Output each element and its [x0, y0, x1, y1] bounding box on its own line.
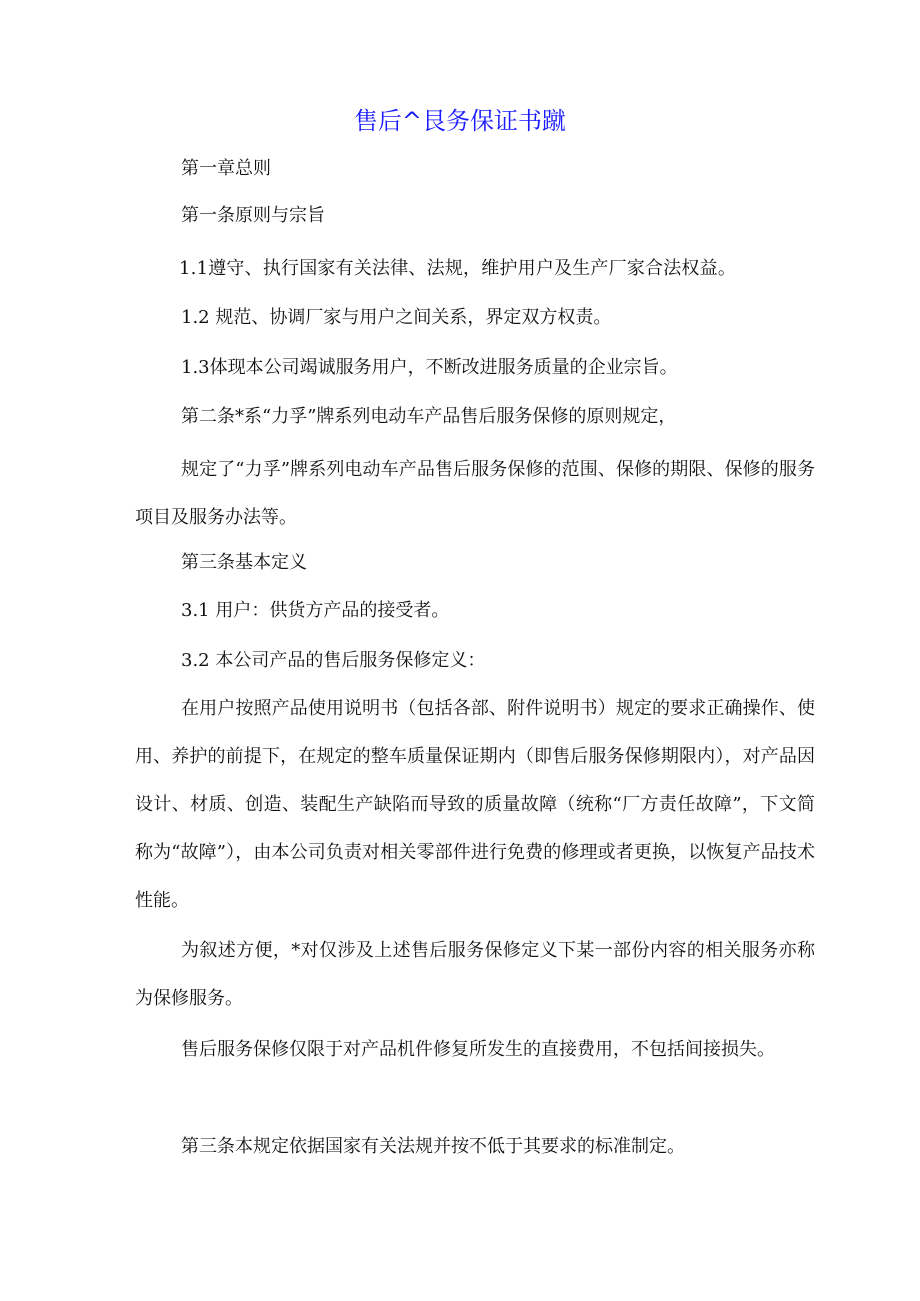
paragraph: 1.1遵守、执行国家有关法律、法规，维护用户及生产厂家合法权益。 — [179, 258, 737, 279]
paragraph: 1.3体现本公司竭诚服务用户，不断改进服务质量的企业宗旨。 — [181, 357, 678, 378]
paragraph: 3.1 用户：供货方产品的接受者。 — [181, 600, 450, 621]
paragraph: 在用户按照产品使用说明书（包括各部、附件说明书）规定的要求正确操作、使用、养护的前提下，在规定的整车质量保证期内（即售后服务保修期限内），对产品因设计、材质、创造、装配生产缺陷而导致的质量故障（统称“厂方责任故障”，下文简称为“故障”），由本公司负责对相关零部件进行免费的修理或者更换，以恢复产品技术性能。 — [135, 698, 815, 911]
document-title: 售后^艮务保证书蹴 — [353, 107, 567, 135]
paragraph: 规定了“力孚”牌系列电动车产品售后服务保修的范围、保修的期限、保修的服务项目及服务办法等。 — [135, 459, 815, 528]
paragraph: 为叙述方便，*对仅涉及上述售后服务保修定义下某一部份内容的相关服务亦称为保修服务。 — [135, 940, 815, 1009]
paragraph: 售后服务保修仅限于对产品机件修复所发生的直接费用，不包括间接损失。 — [181, 1039, 775, 1060]
paragraph: 1.2 规范、协调厂家与用户之间关系，界定双方权责。 — [181, 307, 612, 328]
paragraph: 3.2 本公司产品的售后服务保修定义： — [181, 650, 486, 671]
article-heading: 第三条基本定义 — [181, 552, 307, 573]
article-heading: 第一条原则与宗旨 — [181, 205, 325, 226]
article-heading: 第三条本规定依据国家有关法规并按不低于其要求的标准制定。 — [181, 1136, 685, 1157]
chapter-heading: 第一章总则 — [181, 158, 271, 179]
article-heading: 第二条*系“力孚”牌系列电动车产品售后服务保修的原则规定， — [181, 406, 677, 427]
